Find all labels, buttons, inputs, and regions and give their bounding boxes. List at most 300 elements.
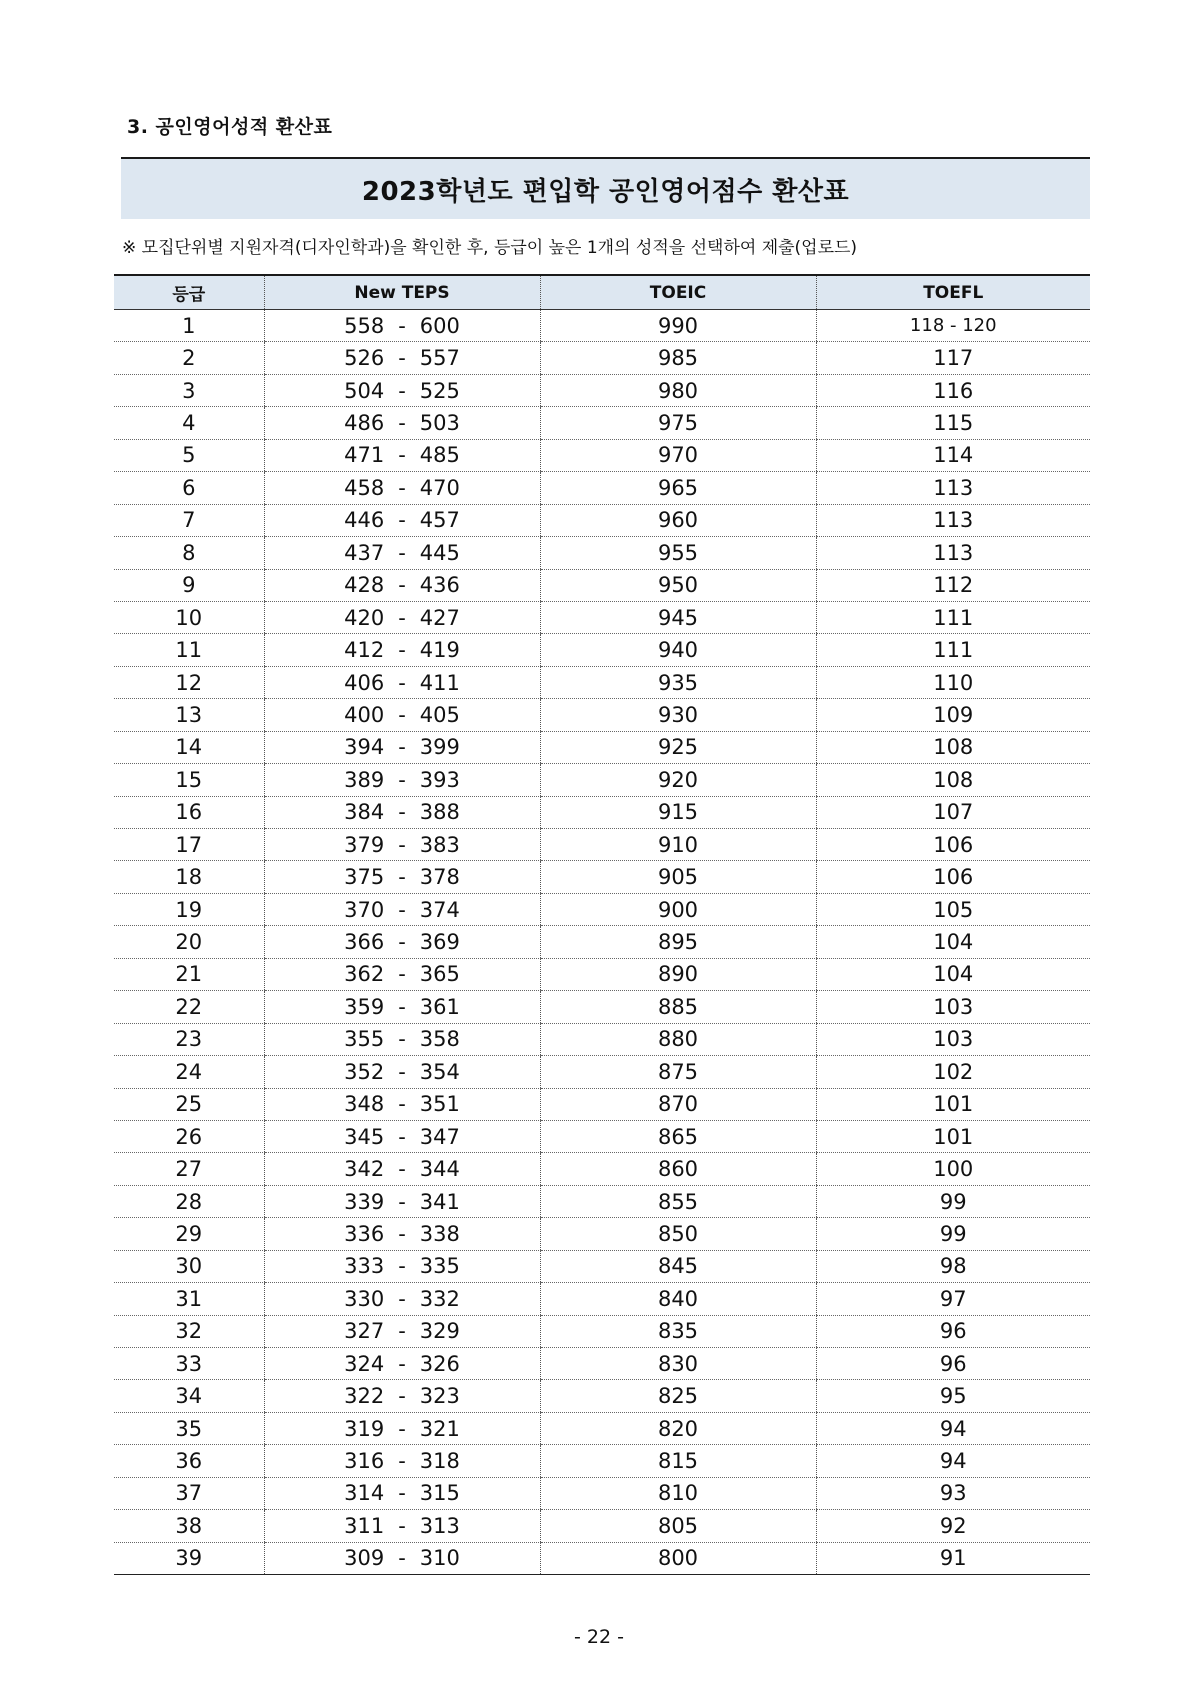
cell-toefl: 103	[816, 1023, 1090, 1055]
cell-toefl: 99	[816, 1218, 1090, 1250]
cell-toefl: 94	[816, 1412, 1090, 1444]
range-dash: -	[398, 1221, 406, 1246]
cell-new-teps	[264, 1056, 540, 1088]
teps-high: 315	[419, 1481, 460, 1506]
teps-high: 329	[419, 1319, 460, 1344]
cell-grade: 3	[114, 374, 264, 406]
range-dash: -	[398, 540, 406, 565]
teps-high: 323	[419, 1384, 460, 1409]
cell-new-teps	[264, 861, 540, 893]
teps-high: 365	[419, 962, 460, 987]
teps-low: 311	[344, 1513, 385, 1538]
cell-grade: 39	[114, 1542, 264, 1574]
teps-low: 314	[344, 1481, 385, 1506]
teps-low: 348	[344, 1092, 385, 1117]
cell-toeic: 835	[540, 1315, 816, 1347]
teps-high: 445	[419, 540, 460, 565]
table-row	[114, 601, 1090, 633]
cell-new-teps	[264, 601, 540, 633]
range-dash: -	[398, 1059, 406, 1084]
teps-low: 319	[344, 1416, 385, 1441]
cell-toeic: 925	[540, 731, 816, 763]
table-row	[114, 861, 1090, 893]
cell-toeic: 970	[540, 439, 816, 471]
cell-grade: 2	[114, 342, 264, 374]
table-row	[114, 958, 1090, 990]
teps-low: 458	[344, 475, 385, 500]
cell-grade: 33	[114, 1348, 264, 1380]
range-dash: -	[398, 800, 406, 825]
cell-new-teps	[264, 1023, 540, 1055]
teps-high: 369	[419, 930, 460, 955]
cell-grade: 4	[114, 407, 264, 439]
range-dash: -	[398, 1513, 406, 1538]
cell-grade: 26	[114, 1120, 264, 1152]
instruction-note: ※ 모집단위별 지원자격(디자인학과)을 확인한 후, 등급이 높은 1개의 성적을 선택하여 제출(업로드)	[122, 238, 858, 258]
cell-toeic: 910	[540, 829, 816, 861]
cell-grade: 23	[114, 1023, 264, 1055]
cell-grade: 13	[114, 699, 264, 731]
cell-grade: 18	[114, 861, 264, 893]
cell-toeic: 980	[540, 374, 816, 406]
teps-high: 388	[419, 800, 460, 825]
teps-low: 330	[344, 1286, 385, 1311]
teps-low: 526	[344, 346, 385, 371]
teps-low: 324	[344, 1351, 385, 1376]
table-header-row	[114, 275, 1090, 310]
cell-grade: 27	[114, 1153, 264, 1185]
table-row	[114, 342, 1090, 374]
range-dash: -	[398, 313, 406, 338]
cell-grade: 9	[114, 569, 264, 601]
cell-grade: 19	[114, 893, 264, 925]
teps-high: 378	[419, 865, 460, 890]
cell-toeic: 810	[540, 1477, 816, 1509]
range-dash: -	[398, 994, 406, 1019]
table-row	[114, 1380, 1090, 1412]
cell-new-teps	[264, 991, 540, 1023]
cell-grade: 22	[114, 991, 264, 1023]
cell-toefl: 100	[816, 1153, 1090, 1185]
cell-grade: 6	[114, 472, 264, 504]
table-row	[114, 1185, 1090, 1217]
cell-toefl: 113	[816, 504, 1090, 536]
teps-low: 345	[344, 1124, 385, 1149]
cell-grade: 35	[114, 1412, 264, 1444]
cell-toefl: 96	[816, 1348, 1090, 1380]
cell-grade: 34	[114, 1380, 264, 1412]
cell-toefl: 99	[816, 1185, 1090, 1217]
range-dash: -	[398, 962, 406, 987]
cell-toeic: 985	[540, 342, 816, 374]
cell-toeic: 905	[540, 861, 816, 893]
teps-high: 374	[419, 897, 460, 922]
teps-high: 419	[419, 638, 460, 663]
teps-low: 355	[344, 1027, 385, 1052]
cell-grade: 28	[114, 1185, 264, 1217]
range-dash: -	[398, 638, 406, 663]
teps-low: 352	[344, 1059, 385, 1084]
table-row	[114, 472, 1090, 504]
cell-grade: 31	[114, 1283, 264, 1315]
cell-new-teps	[264, 1445, 540, 1477]
teps-high: 436	[419, 573, 460, 598]
range-dash: -	[398, 735, 406, 760]
teps-low: 406	[344, 670, 385, 695]
cell-toeic: 945	[540, 601, 816, 633]
table-row	[114, 796, 1090, 828]
cell-new-teps	[264, 1250, 540, 1282]
cell-toeic: 960	[540, 504, 816, 536]
teps-low: 359	[344, 994, 385, 1019]
cell-toeic: 900	[540, 893, 816, 925]
teps-low: 428	[344, 573, 385, 598]
teps-high: 393	[419, 767, 460, 792]
cell-grade: 8	[114, 537, 264, 569]
cell-toefl: 93	[816, 1477, 1090, 1509]
cell-grade: 20	[114, 926, 264, 958]
teps-low: 394	[344, 735, 385, 760]
teps-high: 335	[419, 1254, 460, 1279]
cell-new-teps	[264, 504, 540, 536]
teps-low: 504	[344, 378, 385, 403]
range-dash: -	[398, 475, 406, 500]
cell-toefl: 105	[816, 893, 1090, 925]
table-row	[114, 407, 1090, 439]
section-heading: 3. 공인영어성적 환산표	[127, 116, 333, 138]
conversion-table-wrapper	[114, 274, 1090, 1575]
table-row	[114, 374, 1090, 406]
range-dash: -	[398, 832, 406, 857]
teps-low: 486	[344, 411, 385, 436]
cell-grade: 30	[114, 1250, 264, 1282]
range-dash: -	[398, 1546, 406, 1571]
cell-toeic: 920	[540, 764, 816, 796]
cell-grade: 38	[114, 1510, 264, 1542]
cell-toeic: 870	[540, 1088, 816, 1120]
cell-toefl: 94	[816, 1445, 1090, 1477]
cell-toefl: 117	[816, 342, 1090, 374]
header-new-teps: New TEPS	[264, 275, 540, 310]
table-row	[114, 731, 1090, 763]
range-dash: -	[398, 508, 406, 533]
table-row	[114, 1348, 1090, 1380]
table-row	[114, 537, 1090, 569]
cell-toefl: 112	[816, 569, 1090, 601]
range-dash: -	[398, 1481, 406, 1506]
cell-grade: 25	[114, 1088, 264, 1120]
cell-toeic: 940	[540, 634, 816, 666]
table-row	[114, 1510, 1090, 1542]
cell-new-teps	[264, 666, 540, 698]
cell-new-teps	[264, 958, 540, 990]
cell-new-teps	[264, 1283, 540, 1315]
teps-high: 351	[419, 1092, 460, 1117]
cell-new-teps	[264, 764, 540, 796]
range-dash: -	[398, 1416, 406, 1441]
cell-toefl: 101	[816, 1120, 1090, 1152]
cell-new-teps	[264, 374, 540, 406]
cell-new-teps	[264, 926, 540, 958]
cell-toefl: 116	[816, 374, 1090, 406]
cell-grade: 1	[114, 310, 264, 342]
table-row	[114, 1315, 1090, 1347]
range-dash: -	[398, 378, 406, 403]
teps-high: 354	[419, 1059, 460, 1084]
cell-new-teps	[264, 1542, 540, 1574]
cell-new-teps	[264, 829, 540, 861]
cell-toefl: 108	[816, 764, 1090, 796]
range-dash: -	[398, 1351, 406, 1376]
cell-toeic: 875	[540, 1056, 816, 1088]
cell-grade: 29	[114, 1218, 264, 1250]
teps-high: 383	[419, 832, 460, 857]
cell-new-teps	[264, 796, 540, 828]
cell-toefl: 107	[816, 796, 1090, 828]
range-dash: -	[398, 1157, 406, 1182]
table-row	[114, 829, 1090, 861]
cell-new-teps	[264, 1477, 540, 1509]
cell-grade: 10	[114, 601, 264, 633]
range-dash: -	[398, 1189, 406, 1214]
teps-high: 326	[419, 1351, 460, 1376]
teps-low: 322	[344, 1384, 385, 1409]
teps-low: 400	[344, 702, 385, 727]
cell-toefl: 96	[816, 1315, 1090, 1347]
cell-toefl: 109	[816, 699, 1090, 731]
cell-toeic: 975	[540, 407, 816, 439]
range-dash: -	[398, 702, 406, 727]
table-row	[114, 504, 1090, 536]
teps-high: 310	[419, 1546, 460, 1571]
cell-toefl: 97	[816, 1283, 1090, 1315]
table-row	[114, 1056, 1090, 1088]
cell-new-teps	[264, 1412, 540, 1444]
cell-toeic: 805	[540, 1510, 816, 1542]
table-row	[114, 699, 1090, 731]
cell-toefl: 113	[816, 472, 1090, 504]
cell-toeic: 800	[540, 1542, 816, 1574]
header-toefl: TOEFL	[816, 275, 1090, 310]
cell-grade: 14	[114, 731, 264, 763]
cell-toeic: 880	[540, 1023, 816, 1055]
range-dash: -	[398, 443, 406, 468]
cell-toefl: 95	[816, 1380, 1090, 1412]
teps-low: 471	[344, 443, 385, 468]
cell-new-teps	[264, 1315, 540, 1347]
teps-high: 503	[419, 411, 460, 436]
range-dash: -	[398, 767, 406, 792]
table-row	[114, 893, 1090, 925]
teps-low: 333	[344, 1254, 385, 1279]
range-dash: -	[398, 1124, 406, 1149]
teps-low: 437	[344, 540, 385, 565]
teps-low: 379	[344, 832, 385, 857]
range-dash: -	[398, 897, 406, 922]
teps-low: 558	[344, 313, 385, 338]
range-dash: -	[398, 670, 406, 695]
range-dash: -	[398, 1319, 406, 1344]
cell-toefl: 98	[816, 1250, 1090, 1282]
teps-low: 446	[344, 508, 385, 533]
teps-high: 332	[419, 1286, 460, 1311]
cell-new-teps	[264, 1120, 540, 1152]
cell-toefl: 114	[816, 439, 1090, 471]
table-row	[114, 439, 1090, 471]
cell-new-teps	[264, 310, 540, 342]
cell-toefl: 111	[816, 634, 1090, 666]
teps-low: 412	[344, 638, 385, 663]
cell-new-teps	[264, 731, 540, 763]
teps-high: 405	[419, 702, 460, 727]
cell-new-teps	[264, 407, 540, 439]
teps-high: 427	[419, 605, 460, 630]
teps-high: 358	[419, 1027, 460, 1052]
teps-low: 420	[344, 605, 385, 630]
cell-new-teps	[264, 537, 540, 569]
cell-new-teps	[264, 342, 540, 374]
range-dash: -	[398, 411, 406, 436]
teps-low: 384	[344, 800, 385, 825]
cell-toeic: 885	[540, 991, 816, 1023]
teps-low: 339	[344, 1189, 385, 1214]
cell-toeic: 930	[540, 699, 816, 731]
range-dash: -	[398, 1092, 406, 1117]
cell-toeic: 865	[540, 1120, 816, 1152]
cell-new-teps	[264, 1380, 540, 1412]
table-row	[114, 1088, 1090, 1120]
cell-new-teps	[264, 569, 540, 601]
teps-low: 370	[344, 897, 385, 922]
cell-toeic: 860	[540, 1153, 816, 1185]
table-row	[114, 634, 1090, 666]
teps-low: 342	[344, 1157, 385, 1182]
cell-toeic: 955	[540, 537, 816, 569]
teps-high: 470	[419, 475, 460, 500]
cell-toefl: 103	[816, 991, 1090, 1023]
teps-low: 327	[344, 1319, 385, 1344]
range-dash: -	[398, 346, 406, 371]
cell-grade: 21	[114, 958, 264, 990]
teps-low: 389	[344, 767, 385, 792]
table-row	[114, 1283, 1090, 1315]
teps-high: 347	[419, 1124, 460, 1149]
range-dash: -	[398, 1027, 406, 1052]
cell-toeic: 915	[540, 796, 816, 828]
cell-new-teps	[264, 1185, 540, 1217]
cell-toefl: 104	[816, 958, 1090, 990]
teps-high: 338	[419, 1221, 460, 1246]
cell-toefl: 110	[816, 666, 1090, 698]
teps-high: 557	[419, 346, 460, 371]
cell-grade: 36	[114, 1445, 264, 1477]
table-row	[114, 1218, 1090, 1250]
cell-toeic: 890	[540, 958, 816, 990]
cell-new-teps	[264, 439, 540, 471]
cell-grade: 5	[114, 439, 264, 471]
teps-low: 336	[344, 1221, 385, 1246]
range-dash: -	[398, 930, 406, 955]
table-row	[114, 1120, 1090, 1152]
cell-toefl: 92	[816, 1510, 1090, 1542]
cell-grade: 16	[114, 796, 264, 828]
cell-toeic: 895	[540, 926, 816, 958]
conversion-table	[114, 274, 1090, 1575]
cell-new-teps	[264, 1510, 540, 1542]
page-title: 2023학년도 편입학 공인영어점수 환산표	[361, 176, 850, 207]
cell-toefl: 108	[816, 731, 1090, 763]
header-grade: 등급	[114, 275, 264, 310]
table-row	[114, 1412, 1090, 1444]
cell-new-teps	[264, 893, 540, 925]
cell-toeic: 950	[540, 569, 816, 601]
cell-grade: 17	[114, 829, 264, 861]
cell-new-teps	[264, 1348, 540, 1380]
cell-toeic: 850	[540, 1218, 816, 1250]
cell-toeic: 935	[540, 666, 816, 698]
cell-toeic: 990	[540, 310, 816, 342]
teps-high: 525	[419, 378, 460, 403]
cell-toefl: 106	[816, 829, 1090, 861]
cell-new-teps	[264, 634, 540, 666]
cell-toefl: 102	[816, 1056, 1090, 1088]
cell-toefl: 91	[816, 1542, 1090, 1574]
teps-high: 321	[419, 1416, 460, 1441]
cell-new-teps	[264, 1218, 540, 1250]
teps-high: 457	[419, 508, 460, 533]
cell-toeic: 820	[540, 1412, 816, 1444]
teps-high: 411	[419, 670, 460, 695]
teps-high: 600	[419, 313, 460, 338]
teps-low: 366	[344, 930, 385, 955]
range-dash: -	[398, 865, 406, 890]
range-dash: -	[398, 1286, 406, 1311]
cell-grade: 11	[114, 634, 264, 666]
cell-new-teps	[264, 699, 540, 731]
table-row	[114, 1250, 1090, 1282]
range-dash: -	[398, 573, 406, 598]
cell-toefl: 111	[816, 601, 1090, 633]
cell-toefl: 118 - 120	[816, 310, 1090, 342]
table-row	[114, 926, 1090, 958]
table-row	[114, 1023, 1090, 1055]
teps-low: 309	[344, 1546, 385, 1571]
table-row	[114, 310, 1090, 342]
cell-toeic: 840	[540, 1283, 816, 1315]
table-row	[114, 666, 1090, 698]
cell-toefl: 101	[816, 1088, 1090, 1120]
teps-high: 485	[419, 443, 460, 468]
cell-toefl: 104	[816, 926, 1090, 958]
cell-grade: 24	[114, 1056, 264, 1088]
teps-high: 399	[419, 735, 460, 760]
range-dash: -	[398, 1254, 406, 1279]
range-dash: -	[398, 605, 406, 630]
cell-toeic: 830	[540, 1348, 816, 1380]
cell-grade: 15	[114, 764, 264, 796]
table-row	[114, 1477, 1090, 1509]
cell-grade: 37	[114, 1477, 264, 1509]
teps-high: 341	[419, 1189, 460, 1214]
cell-toefl: 106	[816, 861, 1090, 893]
teps-high: 318	[419, 1449, 460, 1474]
table-row	[114, 764, 1090, 796]
cell-toefl: 115	[816, 407, 1090, 439]
range-dash: -	[398, 1384, 406, 1409]
cell-grade: 7	[114, 504, 264, 536]
table-row	[114, 1153, 1090, 1185]
header-toeic: TOEIC	[540, 275, 816, 310]
